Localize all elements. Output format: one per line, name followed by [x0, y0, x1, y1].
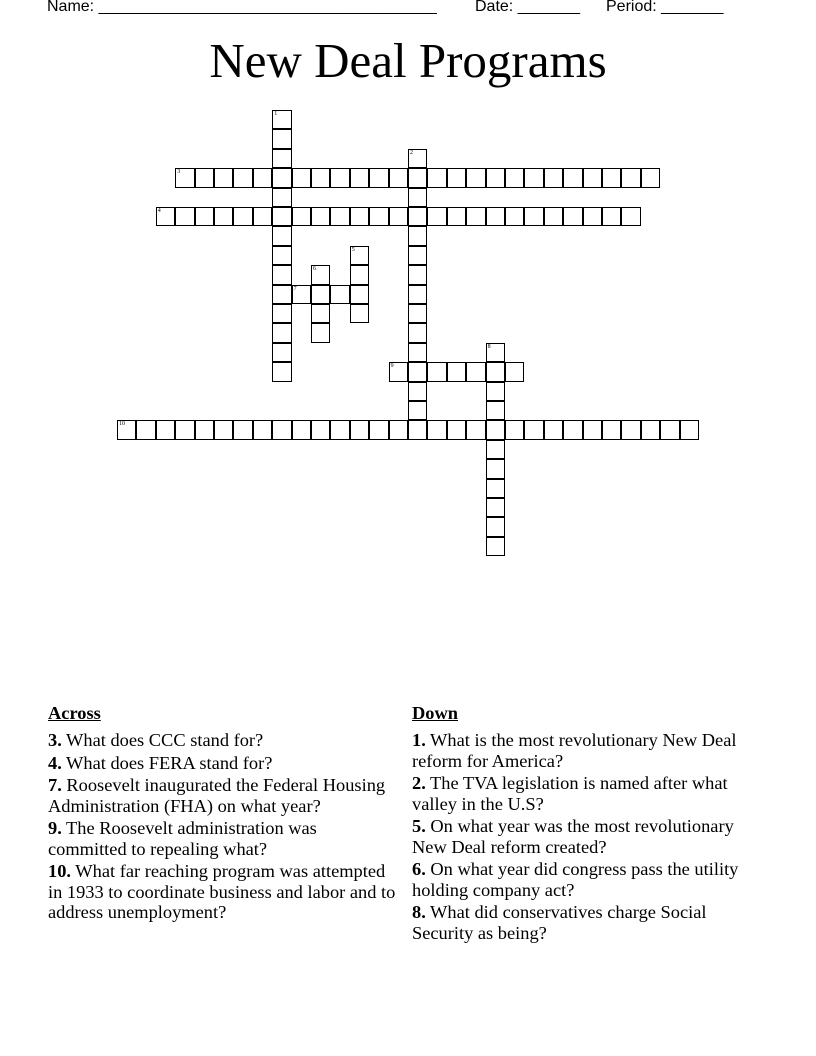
- clue-number: 1: [274, 111, 278, 117]
- crossword-cell[interactable]: [253, 168, 272, 187]
- clue-number: 7: [293, 285, 297, 292]
- crossword-cell[interactable]: [253, 207, 272, 226]
- crossword-cell[interactable]: [233, 168, 252, 187]
- crossword-cell[interactable]: [311, 420, 330, 439]
- crossword-cell[interactable]: [214, 168, 233, 187]
- crossword-cell[interactable]: [408, 382, 427, 401]
- crossword-cell[interactable]: [389, 362, 408, 381]
- page-title: New Deal Programs: [209, 33, 607, 88]
- crossword-cell[interactable]: [466, 168, 485, 187]
- crossword-cell[interactable]: [330, 168, 349, 187]
- crossword-cell[interactable]: [195, 168, 214, 187]
- crossword-cell[interactable]: [563, 420, 582, 439]
- crossword-cell[interactable]: [583, 168, 602, 187]
- crossword-cell[interactable]: [408, 188, 427, 207]
- clue-down-2: 2. The TVA legislation is named after what valley in the U.S?: [412, 773, 728, 814]
- crossword-cell[interactable]: [408, 420, 427, 439]
- crossword-cell[interactable]: [330, 207, 349, 226]
- crossword-cell[interactable]: [408, 246, 427, 265]
- crossword-cell[interactable]: [272, 168, 291, 187]
- crossword-cell[interactable]: [292, 420, 311, 439]
- crossword-cell[interactable]: [330, 285, 349, 304]
- crossword-cell[interactable]: [272, 246, 291, 265]
- clue-number: 5: [351, 246, 355, 253]
- crossword-cell[interactable]: [350, 285, 369, 304]
- crossword-cell[interactable]: [544, 420, 563, 439]
- crossword-cell[interactable]: [505, 420, 524, 439]
- crossword-cell[interactable]: [195, 207, 214, 226]
- name-field[interactable]: Name: ______________________________________: [47, 0, 437, 15]
- crossword-cell[interactable]: [311, 304, 330, 323]
- crossword-cell[interactable]: [292, 168, 311, 187]
- down-heading: Down: [412, 703, 458, 723]
- period-field[interactable]: Period: _______: [606, 0, 724, 15]
- clue-number: 4: [157, 208, 161, 214]
- crossword-cell[interactable]: [175, 420, 194, 439]
- crossword-cell[interactable]: [486, 498, 505, 517]
- crossword-cell[interactable]: [660, 420, 679, 439]
- crossword-cell[interactable]: [369, 420, 388, 439]
- crossword-cell[interactable]: [408, 226, 427, 245]
- crossword-cell[interactable]: [272, 188, 291, 207]
- crossword-cell[interactable]: [486, 401, 505, 420]
- clue-across-4: 4. What does FERA stand for?: [48, 752, 273, 773]
- crossword-cell[interactable]: [486, 362, 505, 381]
- crossword-cell[interactable]: [272, 362, 291, 381]
- crossword-cell[interactable]: [272, 323, 291, 342]
- clue-number: 2: [410, 149, 413, 156]
- crossword-cell[interactable]: [369, 207, 388, 226]
- crossword-cell[interactable]: [350, 304, 369, 323]
- crossword-cell[interactable]: [350, 265, 369, 284]
- crossword-cell[interactable]: [311, 285, 330, 304]
- crossword-cell[interactable]: [156, 420, 175, 439]
- crossword-cell[interactable]: [602, 207, 621, 226]
- crossword-cell[interactable]: [486, 440, 505, 459]
- crossword-cell[interactable]: [680, 420, 699, 439]
- crossword-cell[interactable]: [621, 168, 640, 187]
- crossword-cell[interactable]: [292, 207, 311, 226]
- clue-number: 8: [487, 343, 491, 350]
- clue-across-10: 10. What far reaching program was attempted in 1933 to coordinate business and labor and to address unemployment?: [48, 861, 396, 922]
- crossword-cell[interactable]: [195, 420, 214, 439]
- crossword-cell[interactable]: [524, 168, 543, 187]
- crossword-cell[interactable]: [408, 265, 427, 284]
- crossword-cell[interactable]: [272, 343, 291, 362]
- crossword-cell[interactable]: [272, 207, 291, 226]
- crossword-cell[interactable]: [466, 207, 485, 226]
- crossword-cell[interactable]: [408, 323, 427, 342]
- crossword-cell[interactable]: [408, 168, 427, 187]
- crossword-cell[interactable]: [408, 343, 427, 362]
- crossword-cell[interactable]: [272, 285, 291, 304]
- crossword-cell[interactable]: [156, 207, 175, 226]
- crossword-cell[interactable]: [253, 420, 272, 439]
- crossword-cell[interactable]: [583, 420, 602, 439]
- crossword-cell[interactable]: [408, 304, 427, 323]
- crossword-cell[interactable]: [621, 420, 640, 439]
- crossword-cell[interactable]: [427, 362, 446, 381]
- crossword-cell[interactable]: [641, 420, 660, 439]
- crossword-cell[interactable]: [272, 304, 291, 323]
- crossword-cell[interactable]: [505, 362, 524, 381]
- crossword-cell[interactable]: [117, 420, 136, 439]
- clue-across-3: 3. What does CCC stand for?: [48, 730, 264, 750]
- crossword-cell[interactable]: [466, 420, 485, 439]
- crossword-cell[interactable]: [350, 246, 369, 265]
- crossword-cell[interactable]: [524, 207, 543, 226]
- crossword-cell[interactable]: [486, 537, 505, 556]
- crossword-cell[interactable]: [544, 168, 563, 187]
- down-clues: [412, 702, 762, 945]
- clue-number: 9: [390, 363, 394, 370]
- crossword-cell[interactable]: [272, 129, 291, 148]
- crossword-cell[interactable]: [447, 362, 466, 381]
- crossword-cell[interactable]: [602, 168, 621, 187]
- clue-down-1: 1. What is the most revolutionary New Deal reform for America?: [412, 730, 737, 771]
- crossword-cell[interactable]: [486, 459, 505, 478]
- crossword-cell[interactable]: [311, 323, 330, 342]
- crossword-cell[interactable]: [272, 110, 291, 129]
- crossword-cell[interactable]: [486, 343, 505, 362]
- clue-number: 3: [177, 169, 181, 176]
- crossword-cell[interactable]: [563, 207, 582, 226]
- crossword-cell[interactable]: [486, 420, 505, 439]
- crossword-cell[interactable]: [602, 420, 621, 439]
- crossword-cell[interactable]: [621, 207, 640, 226]
- crossword-cell[interactable]: [408, 285, 427, 304]
- crossword-cell[interactable]: [389, 168, 408, 187]
- crossword-cell[interactable]: [466, 362, 485, 381]
- crossword-cell[interactable]: [233, 420, 252, 439]
- clue-across-7: 7. Roosevelt inaugurated the Federal Housing Administration (FHA) on what year?: [48, 775, 386, 816]
- clue-down-6: 6. On what year did congress pass the utility holding company act?: [412, 859, 739, 900]
- crossword-cell[interactable]: [136, 420, 155, 439]
- clue-down-5: 5. On what year was the most revolutionary New Deal reform created?: [412, 816, 734, 857]
- crossword-cell[interactable]: [427, 168, 446, 187]
- crossword-cell[interactable]: [330, 420, 349, 439]
- crossword-cell[interactable]: [486, 168, 505, 187]
- across-clues: [48, 702, 398, 925]
- crossword-cell[interactable]: [311, 168, 330, 187]
- crossword-cell[interactable]: [447, 168, 466, 187]
- crossword-cell[interactable]: [175, 207, 194, 226]
- crossword-cell[interactable]: [427, 207, 446, 226]
- crossword-cell[interactable]: [524, 420, 543, 439]
- crossword-cell[interactable]: [175, 168, 194, 187]
- crossword-cell[interactable]: [369, 168, 388, 187]
- crossword-cell[interactable]: [311, 207, 330, 226]
- crossword-cell[interactable]: [447, 420, 466, 439]
- crossword-cell[interactable]: [408, 401, 427, 420]
- clue-across-9: 9. The Roosevelt administration was committed to repealing what?: [48, 818, 317, 859]
- clue-down-8: 8. What did conservatives charge Social Security as being?: [412, 902, 707, 943]
- crossword-cell[interactable]: [486, 207, 505, 226]
- across-heading: Across: [48, 703, 101, 723]
- date-field[interactable]: Date: _______: [475, 0, 580, 15]
- crossword-cell[interactable]: [350, 420, 369, 439]
- crossword-cell[interactable]: [350, 168, 369, 187]
- crossword-cell[interactable]: [408, 207, 427, 226]
- crossword-cell[interactable]: [505, 168, 524, 187]
- crossword-cell[interactable]: [486, 479, 505, 498]
- crossword-cell[interactable]: [389, 207, 408, 226]
- crossword-cell[interactable]: [408, 362, 427, 381]
- crossword-cell[interactable]: [544, 207, 563, 226]
- crossword-cell[interactable]: [214, 207, 233, 226]
- crossword-cell[interactable]: [233, 207, 252, 226]
- crossword-cell[interactable]: [389, 420, 408, 439]
- crossword-cell[interactable]: [641, 168, 660, 187]
- crossword-cell[interactable]: [447, 207, 466, 226]
- crossword-cell[interactable]: [272, 226, 291, 245]
- clue-number: 6: [313, 266, 316, 273]
- crossword-cell[interactable]: [408, 149, 427, 168]
- crossword-cell[interactable]: [486, 382, 505, 401]
- crossword-cell[interactable]: [427, 420, 446, 439]
- crossword-cell[interactable]: [311, 265, 330, 284]
- crossword-cell[interactable]: [583, 207, 602, 226]
- crossword-cell[interactable]: [563, 168, 582, 187]
- crossword-cell[interactable]: [350, 207, 369, 226]
- crossword-cell[interactable]: [272, 265, 291, 284]
- crossword-cell[interactable]: [486, 517, 505, 536]
- crossword-cell[interactable]: [505, 207, 524, 226]
- crossword-cell[interactable]: [272, 420, 291, 439]
- clue-number: 10: [119, 421, 125, 428]
- crossword-cell[interactable]: [214, 420, 233, 439]
- crossword-cell[interactable]: [272, 149, 291, 168]
- crossword-cell[interactable]: [292, 285, 311, 304]
